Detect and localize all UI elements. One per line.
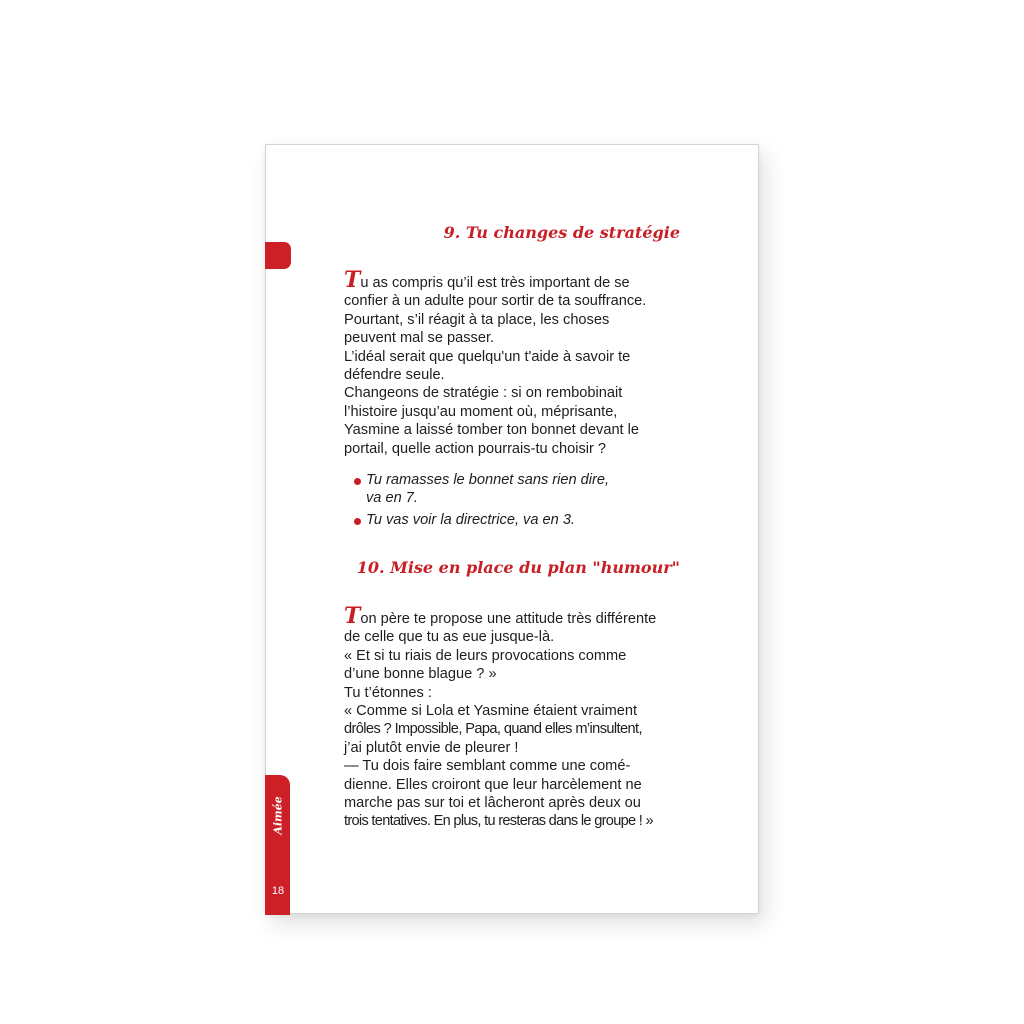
text-line: L’idéal serait que quelqu'un t'aide à savoir te <box>344 348 631 365</box>
text-line: drôles ? Impossible, Papa, quand elles m’insultent, <box>344 721 642 738</box>
chapter-tab-marker <box>265 242 291 269</box>
text-line: marche pas sur toi et lâcheront après deux ou <box>344 795 641 812</box>
text-line: dienne. Elles croiront que leur harcèlement ne <box>344 776 642 793</box>
section-9-body: Tu as compris qu’il est très important de se confier à un adulte pour sortir de ta souffrance. Pourtant, s’il réagit à ta place, les choses peuvent mal se passer. L’idéal serait que quelqu'un t'aide à savoir te défendre seule. Changeons de stratégie : si on rembobinait l’histoire jusqu’au moment où, méprisante, Yasmine a laissé tomber ton bonnet devant le portail, quelle action pourrais-tu choisir ? <box>344 273 681 458</box>
text-line: Yasmine a laissé tomber ton bonnet devant le <box>344 422 640 439</box>
text-line: j’ai plutôt envie de pleurer ! <box>344 739 519 756</box>
text-line: — Tu dois faire semblant comme une comé- <box>344 758 631 775</box>
text-line: Pourtant, s’il réagit à ta place, les choses <box>344 311 610 328</box>
text-line: défendre seule. <box>344 367 445 384</box>
text-line: « Et si tu riais de leurs provocations comme <box>344 647 627 664</box>
section-9-heading: 9. Tu changes de stratégie <box>443 223 680 242</box>
text-line: confier à un adulte pour sortir de ta souffrance. <box>344 293 647 310</box>
text-line: « Comme si Lola et Yasmine étaient vraiment <box>344 703 638 720</box>
text-line: l’histoire jusqu’au moment où, méprisante, <box>344 403 618 420</box>
section-10-heading: 10. Mise en place du plan "humour" <box>356 558 680 577</box>
choice-list <box>354 471 674 532</box>
text-line: Changeons de stratégie : si on rembobinait <box>344 385 623 402</box>
page-number: 18 <box>271 885 285 897</box>
choice-option-3: Tu vas voir la directrice, va en 3. <box>354 511 674 529</box>
text-line: trois tentatives. En plus, tu resteras dans le groupe ! » <box>344 813 653 830</box>
side-label: Aimée <box>271 795 285 835</box>
book-page <box>265 144 759 914</box>
text-line: portail, quelle action pourrais-tu choisir ? <box>344 440 607 457</box>
text-line: de celle que tu as eue jusque-là. <box>344 629 555 646</box>
dropcap: T <box>344 603 361 629</box>
choice-option-7: Tu ramasses le bonnet sans rien dire, va en 7. <box>354 471 674 508</box>
text-line: peuvent mal se passer. <box>344 330 495 347</box>
section-10-body: Ton père te propose une attitude très différente de celle que tu as eue jusque-là. « Et si tu riais de leurs provocations comme d’une bonne blague ? » Tu t’étonnes : « Comme si Lola et Yasmine étaient vraiment drôles ? Impossible, Papa, quand elles m’insultent, j’ai plutôt envie de pleurer ! — Tu dois faire semblant comme une comé- dienne. Elles croiront que leur harcèlement ne marche pas sur toi et lâcheront après deux ou trois tentatives. En plus, tu resteras dans le groupe ! » <box>344 609 681 831</box>
dropcap: T <box>344 267 361 293</box>
text-line: d’une bonne blague ? » <box>344 666 497 683</box>
text-line: Tu t’étonnes : <box>344 684 432 701</box>
